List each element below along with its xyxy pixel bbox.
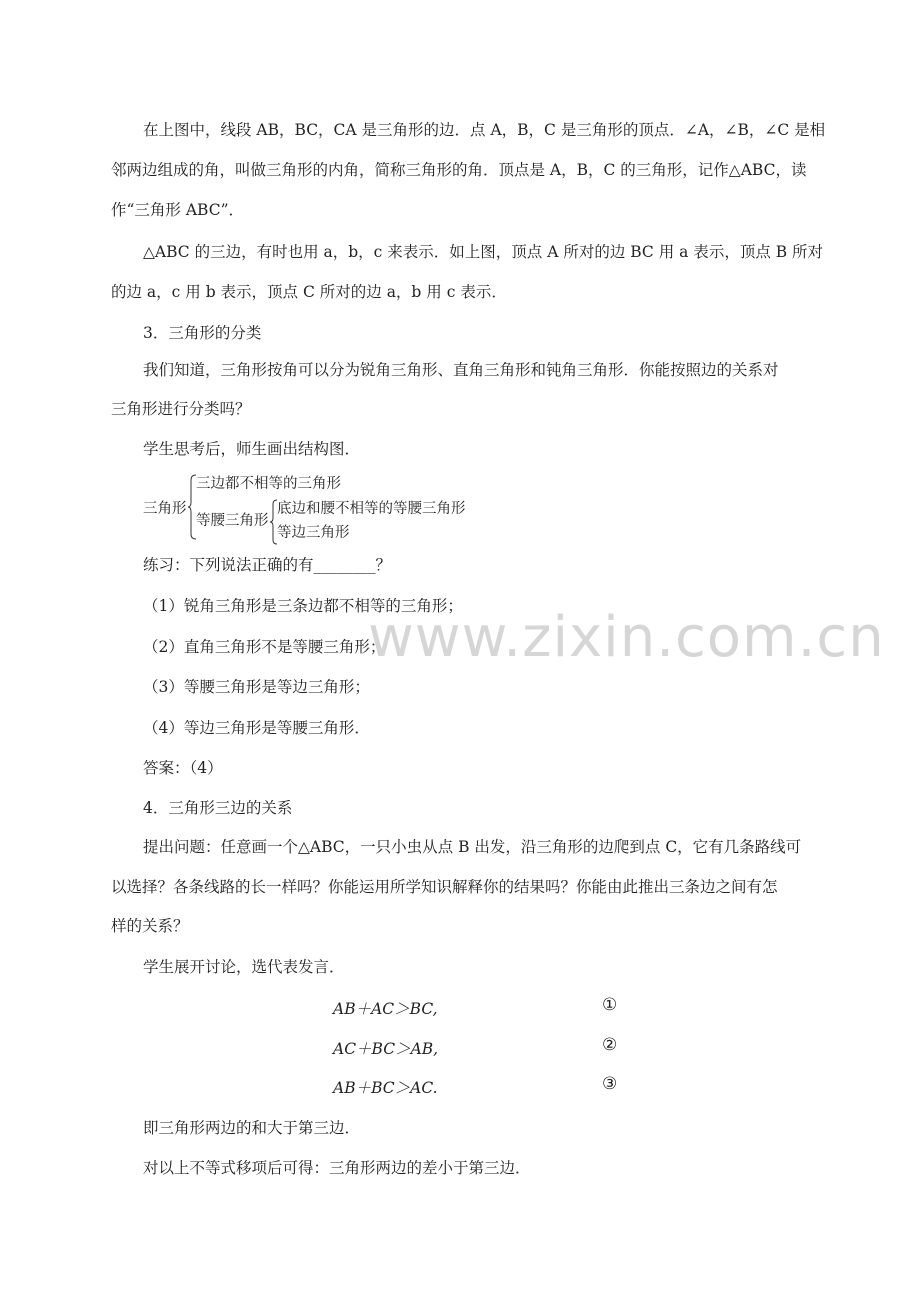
watermark: www.zixin.com.cn bbox=[368, 605, 885, 670]
diagram-root: 三角形 bbox=[143, 501, 187, 517]
paragraph-line: 学生思考后，师生画出结构图． bbox=[143, 440, 361, 458]
section-heading: 3．三角形的分类 bbox=[143, 324, 262, 342]
inequality: AC＋BC＞AB, bbox=[333, 1040, 439, 1058]
paragraph-line: 三角形进行分类吗？ bbox=[111, 400, 251, 418]
diagram-sub-branch: 底边和腰不相等的等腰三角形 bbox=[277, 501, 466, 517]
paragraph-line: 我们知道，三角形按角可以分为锐角三角形、直角三角形和钝角三角形．你能按照边的关系对 bbox=[143, 361, 779, 379]
equation-number: ③ bbox=[602, 1074, 618, 1094]
paragraph-line: 作“三角形 ABC”． bbox=[111, 201, 245, 219]
answer: 答案：（4） bbox=[143, 759, 223, 777]
paragraph-line: 以选择？各条线路的长一样吗？你能运用所学知识解释你的结果吗？你能由此推出三条边之间有怎 bbox=[111, 878, 778, 896]
exercise-item: （4）等边三角形是等腰三角形． bbox=[143, 719, 370, 737]
paragraph-line: △ABC 的三边，有时也用 a，b，c 来表示．如上图，顶点 A 所对的边 BC 用 a 表示，顶点 B 所对 bbox=[143, 243, 824, 261]
equation-number: ② bbox=[602, 1035, 618, 1055]
inequality: AB＋AC＞BC, bbox=[333, 1000, 438, 1018]
exercise-item: （3）等腰三角形是等边三角形； bbox=[143, 678, 370, 696]
section-heading: 4．三角形三边的关系 bbox=[143, 799, 293, 817]
diagram-sub-branch: 等边三角形 bbox=[277, 525, 350, 541]
paragraph-line: 学生展开讨论，选代表发言． bbox=[143, 958, 345, 976]
paragraph-line: 的边 a，c 用 b 表示，顶点 C 所对的边 a，b 用 c 表示． bbox=[111, 283, 507, 301]
paragraph-line: 在上图中，线段 AB，BC，CA 是三角形的边．点 A，B，C 是三角形的顶点．∠A，∠B，∠C 是相 bbox=[143, 121, 826, 139]
exercise-prompt: 练习：下列说法正确的有________？ bbox=[143, 556, 392, 574]
exercise-item: （1）锐角三角形是三条边都不相等的三角形； bbox=[143, 597, 463, 615]
paragraph-line: 样的关系？ bbox=[111, 917, 189, 935]
equation-number: ① bbox=[602, 995, 618, 1015]
paragraph-line: 邻两边组成的角，叫做三角形的内角，简称三角形的角．顶点是 A，B，C 的三角形，记作△ABC，读 bbox=[111, 161, 807, 179]
paragraph-line: 提出问题：任意画一个△ABC，一只小虫从点 B 出发，沿三角形的边爬到点 C，它有几条路线可 bbox=[143, 838, 802, 856]
inequality: AB＋BC＞AC. bbox=[333, 1079, 438, 1097]
diagram-branch: 等腰三角形 bbox=[196, 513, 269, 529]
diagram-branch: 三边都不相等的三角形 bbox=[196, 476, 341, 492]
paragraph-line: 对以上不等式移项后可得：三角形两边的差小于第三边． bbox=[143, 1159, 531, 1177]
exercise-item: （2）直角三角形不是等腰三角形； bbox=[143, 638, 386, 656]
paragraph-line: 即三角形两边的和大于第三边． bbox=[143, 1119, 361, 1137]
